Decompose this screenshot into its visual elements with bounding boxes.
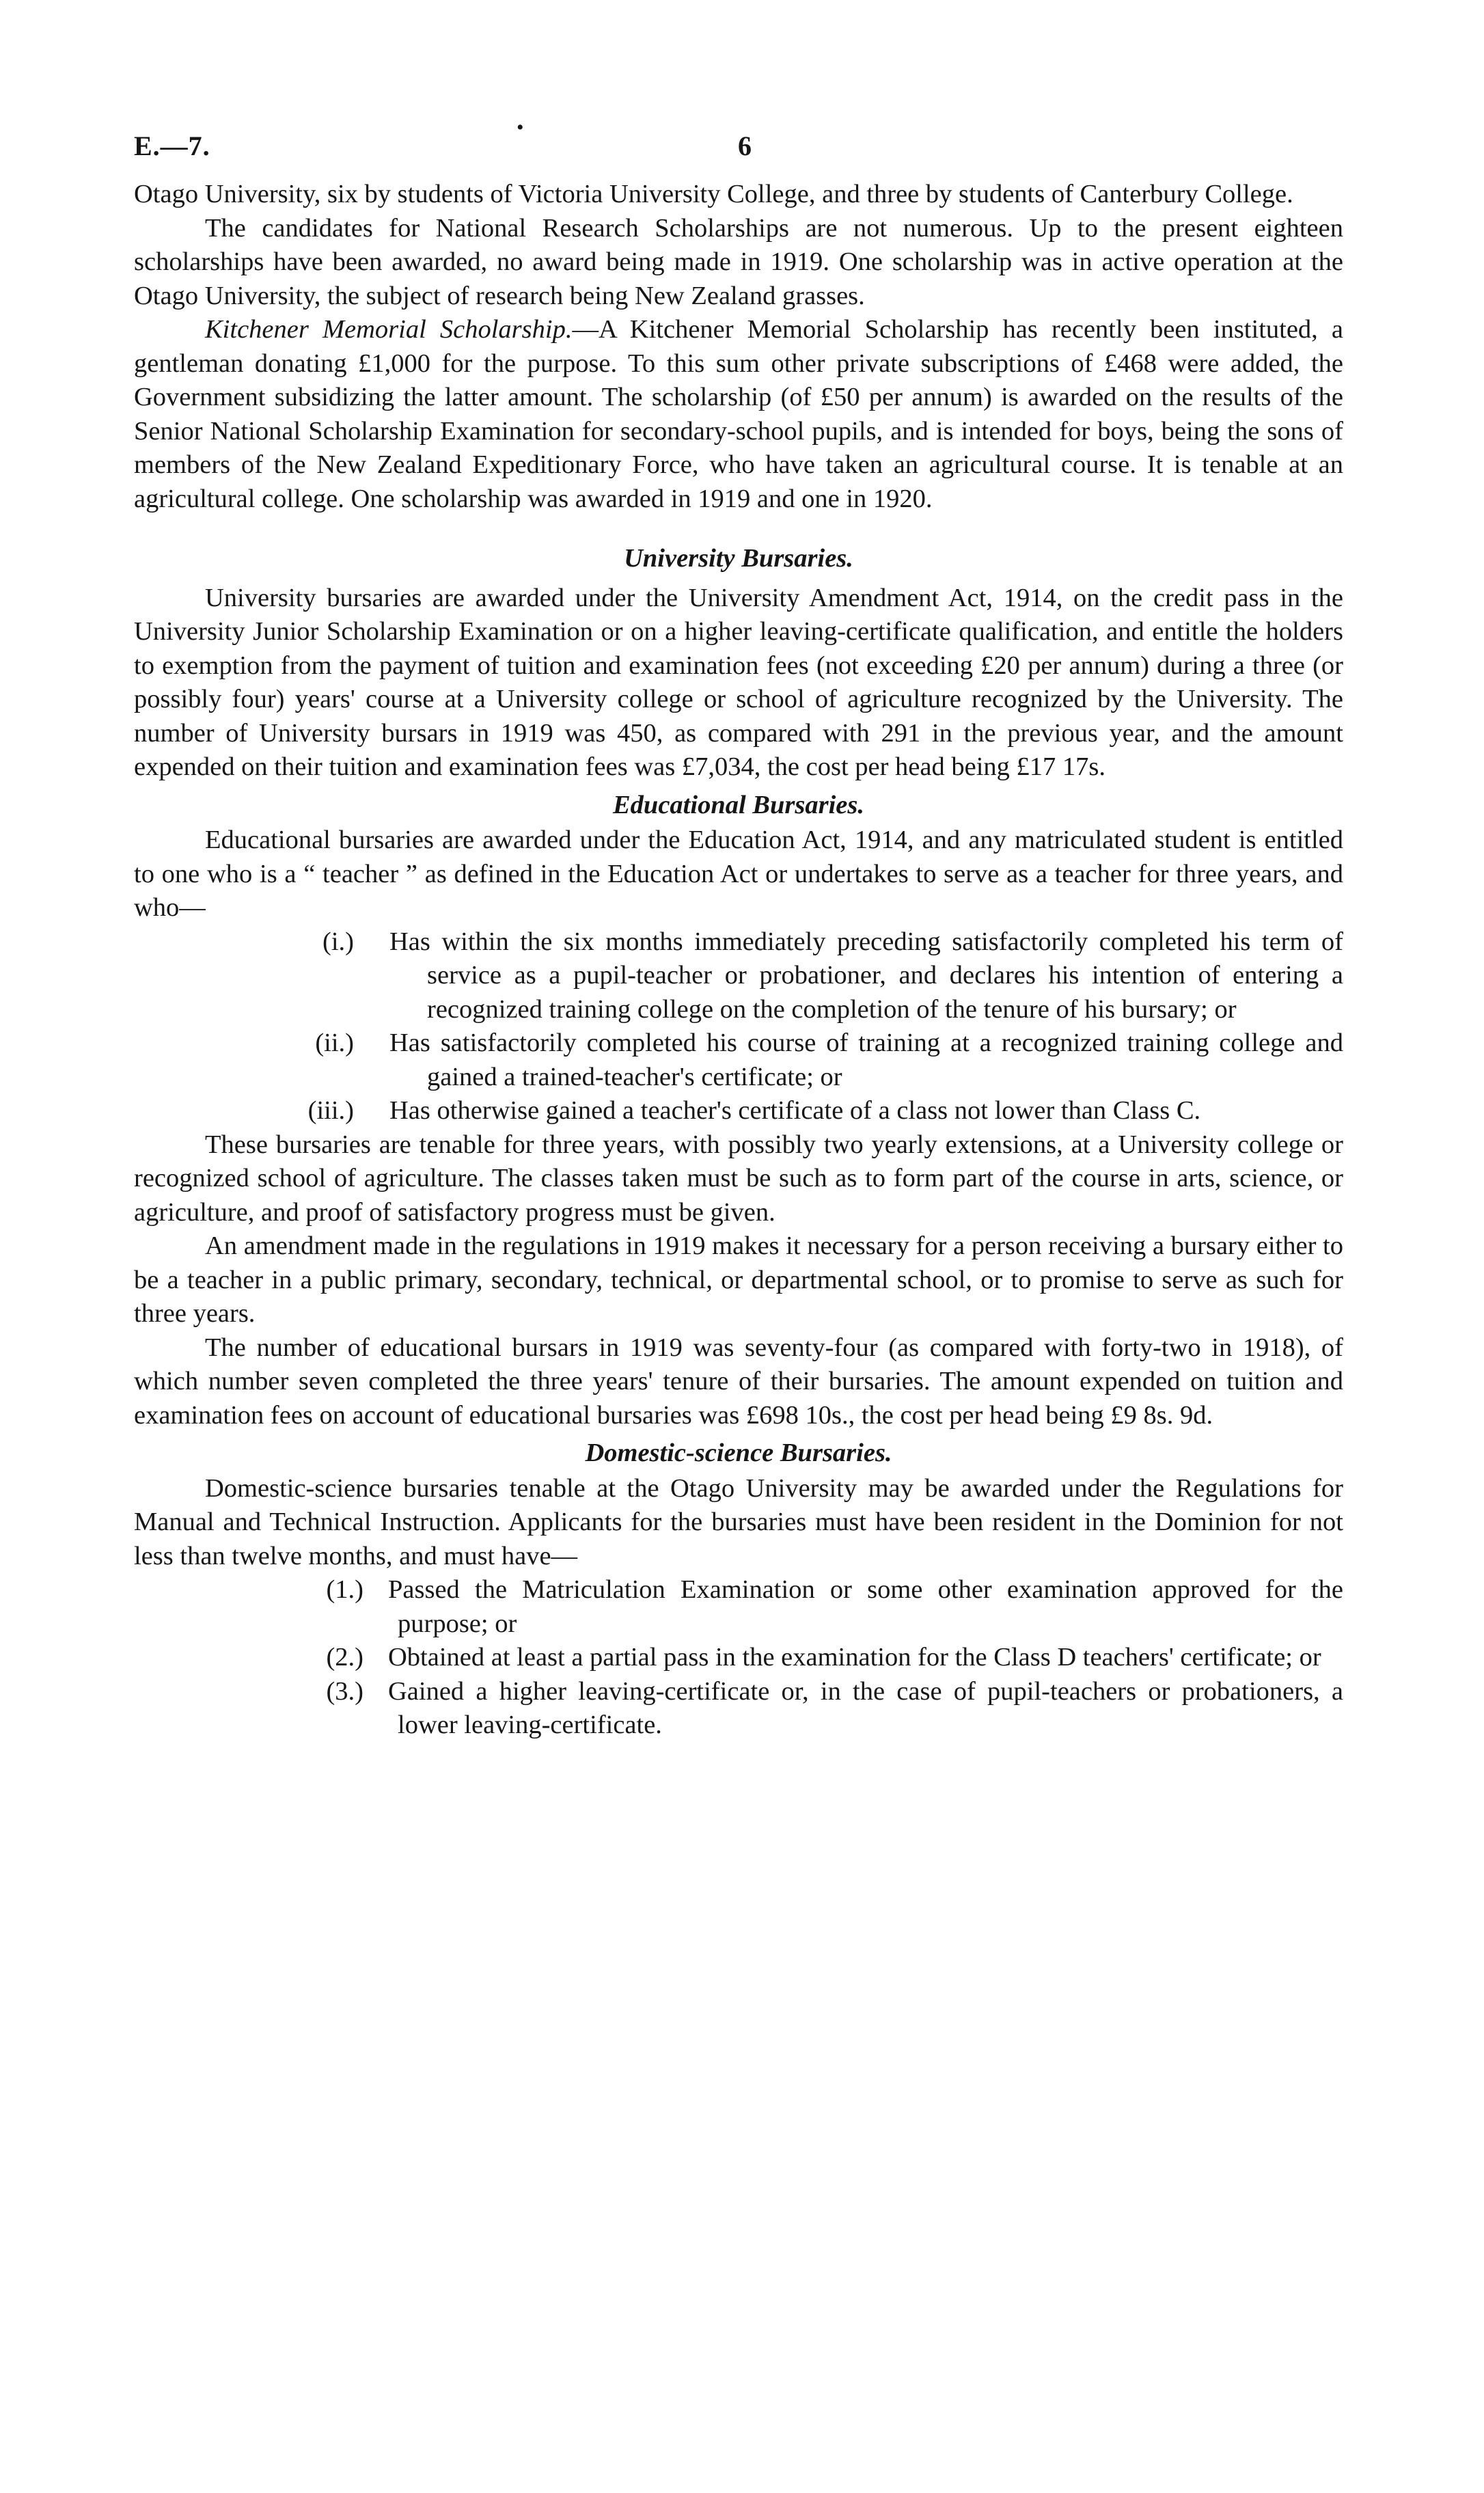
domestic-science-heading: Domestic-science Bursaries. [585, 1439, 892, 1467]
university-bursaries-heading: University Bursaries. [624, 544, 853, 573]
list-item-text: Obtained at least a partial pass in the examination for the Class D teachers' certificate; or [388, 1643, 1321, 1672]
list-item [134, 1026, 1343, 1094]
list-item-text: Has within the six months immediately preceding satisfactorily completed his term of service as a pupil-teacher or probationer, and declares his intention of entering a recognized training college on the completion of the tenure of his bursary; or [389, 927, 1343, 1024]
kitchener-paragraph [134, 313, 1343, 516]
list-item [134, 1094, 1343, 1128]
kitchener-runin-title: Kitchener Memorial Scholarship. [205, 315, 573, 344]
intro-paragraph-1: Otago University, six by students of Victoria University College, and three by students of Canterbury College. [134, 180, 1293, 208]
university-bursaries-section [134, 542, 1343, 785]
list-item-number: (2.) [326, 1643, 363, 1672]
educational-bursaries-heading: Educational Bursaries. [613, 790, 864, 819]
educational-bursaries-tenure: These bursaries are tenable for three years, with possibly two yearly extensions, at a University college or recognized school of agriculture. The classes taken must be such as to form part of the course in arts, science, or agriculture, and proof of satisfactory progress must be given. [134, 1130, 1343, 1227]
page-header [134, 116, 1343, 178]
list-item-text: Has satisfactorily completed his course of training at a recognized training college and gained a trained-teacher's certificate; or [389, 1028, 1343, 1091]
list-item [134, 1573, 1343, 1641]
educational-bursaries-section [134, 789, 1343, 1433]
domestic-science-intro: Domestic-science bursaries tenable at the Otago University may be awarded under the Regulations for Manual and Technical Instruction. Applicants for the bursaries must have been resident in the Dominion for not less than twelve months, and must have— [134, 1473, 1343, 1570]
intro-section [134, 178, 1343, 516]
list-item [134, 1641, 1343, 1675]
header-dot: • [517, 116, 524, 139]
list-item-number: (iii.) [307, 1096, 354, 1125]
educational-conditions-list [134, 925, 1343, 1128]
educational-bursaries-intro: Educational bursaries are awarded under the Education Act, 1914, and any matriculated student is entitled to one who is a “ teacher ” as defined in the Education Act or undertakes to serve as a teacher for three years, and who— [134, 826, 1343, 922]
list-item [134, 925, 1343, 1027]
list-item-text: Has otherwise gained a teacher's certificate of a class not lower than Class C. [389, 1096, 1201, 1125]
list-item-number: (ii.) [315, 1028, 354, 1057]
list-item-text: Passed the Matriculation Examination or some other examination approved for the purpose; or [388, 1575, 1343, 1638]
list-item-number: (1.) [326, 1575, 363, 1604]
page-number: 6 [738, 131, 752, 161]
domestic-science-bursaries-section [134, 1436, 1343, 1743]
intro-paragraph-2: The candidates for National Research Scholarships are not numerous. Up to the present eighteen scholarships have been awarded, no award being made in 1919. One scholarship was in active operation at the Otago University, the subject of research being New Zealand grasses. [134, 213, 1343, 310]
list-item-number: (i.) [322, 927, 354, 956]
educational-bursaries-numbers: The number of educational bursars in 1919 was seventy-four (as compared with forty-two in 1918), of which number seven completed the three years' tenure of their bursaries. The amount expended on tuition and examination fees on account of educational bursaries was £698 10s., the cost per head being £9 8s. 9d. [134, 1333, 1343, 1430]
document-code: E.—7. [134, 131, 210, 161]
educational-bursaries-amendment: An amendment made in the regulations in 1919 makes it necessary for a person receiving a bursary either to be a teacher in a public primary, secondary, technical, or departmental school, or to promise to serve as such for three years. [134, 1231, 1343, 1328]
list-item [134, 1675, 1343, 1743]
list-item-text: Gained a higher leaving-certificate or, in the case of pupil-teachers or probationers, a lower leaving-certificate. [388, 1676, 1343, 1739]
list-item-number: (3.) [326, 1676, 363, 1706]
kitchener-body: —A Kitchener Memorial Scholarship has recently been instituted, a gentleman donating £1,000 for the purpose. To this sum other private subscriptions of £468 were added, the Government subsidizing the latter amount. The scholarship (of £50 per annum) is awarded on the results of the Senior National Scholarship Examination for secondary-school pupils, and is intended for boys, being the sons of members of the New Zealand Expeditionary Force, who have taken an agricultural course. It is tenable at an agricultural college. One scholarship was awarded in 1919 and one in 1920. [134, 315, 1344, 513]
domestic-science-conditions-list [134, 1573, 1343, 1743]
university-bursaries-paragraph: University bursaries are awarded under the University Amendment Act, 1914, on the credit pass in the University Junior Scholarship Examination or on a higher leaving-certificate qualification, and entitle the holders to exemption from the payment of tuition and examination fees (not exceeding £20 per annum) during a three (or possibly four) years' course at a University college or school of agriculture recognized by the University. The number of University bursars in 1919 was 450, as compared with 291 in the previous year, and the amount expended on their tuition and examination fees was £7,034, the cost per head being £17 17s. [134, 583, 1343, 781]
document-page [134, 116, 1344, 1743]
